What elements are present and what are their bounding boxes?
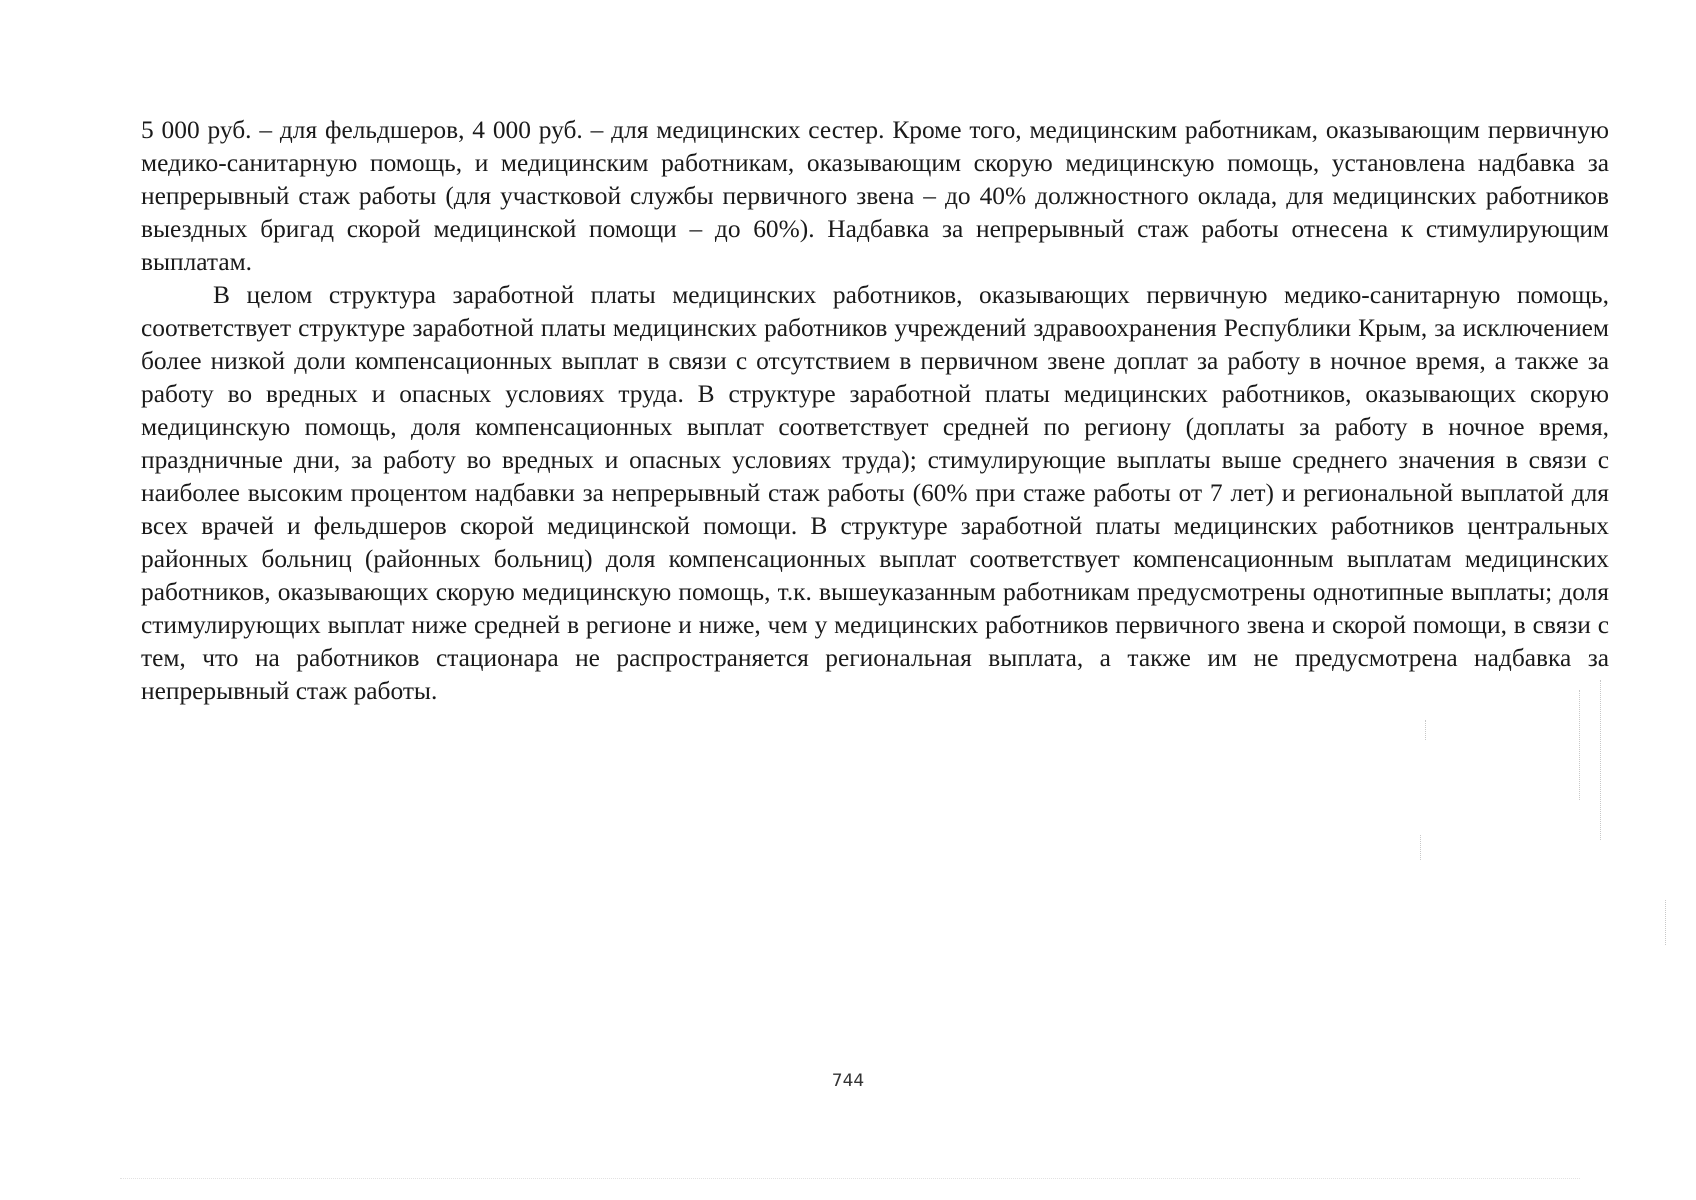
scan-artifact <box>120 1178 1580 1179</box>
scan-artifact <box>1420 835 1421 860</box>
scan-artifact <box>1665 900 1666 945</box>
body-text <box>141 114 1609 708</box>
scan-artifact <box>1579 690 1580 800</box>
scan-artifact <box>1425 720 1426 740</box>
paragraph-2: В целом структура заработной платы медицинских работников, оказывающих первичную медико-санитарную помощь, соответствует структуре заработной платы медицинских работников учреждений здравоохранения Республики Крым, за исключением более низкой доли компенсационных выплат в связи с отсутствием в первичном звене доплат за работу в ночное время, а также за работу во вредных и опасных условиях труда. В структуре заработной платы медицинских работников, оказывающих скорую медицинскую помощь, доля компенсационных выплат соответствует средней по региону (доплаты за работу в ночное время, праздничные дни, за работу во вредных и опасных условиях труда); стимулирующие выплаты выше среднего значения в связи с наиболее высоким процентом надбавки за непрерывный стаж работы (60% при стаже работы от 7 лет) и региональной выплатой для всех врачей и фельдшеров скорой медицинской помощи. В структуре заработной платы медицинских работников центральных районных больниц (районных больниц) доля компенсационных выплат соответствует компенсационным выплатам медицинских работников, оказывающих скорую медицинскую помощь, т.к. вышеуказанным работникам предусмотрены однотипные выплаты; доля стимулирующих выплат ниже средней в регионе и ниже, чем у медицинских работников первичного звена и скорой помощи, в связи с тем, что на работников стационара не распространяется региональная выплата, а также им не предусмотрена надбавка за непрерывный стаж работы. <box>141 281 1609 705</box>
paragraph-1: 5 000 руб. – для фельдшеров, 4 000 руб. – для медицинских сестер. Кроме того, медицинским работникам, оказывающим первичную медико-санитарную помощь, и медицинским работникам, оказывающим скорую медицинскую помощь, установлена надбавка за непрерывный стаж работы (для участковой службы первичного звена – до 40% должностного оклада, для медицинских работников выездных бригад скорой медицинской помощи – до 60%). Надбавка за непрерывный стаж работы отнесена к стимулирующим выплатам. <box>141 116 1609 276</box>
scan-artifact <box>1600 680 1601 840</box>
page-number: 744 <box>831 1071 865 1091</box>
